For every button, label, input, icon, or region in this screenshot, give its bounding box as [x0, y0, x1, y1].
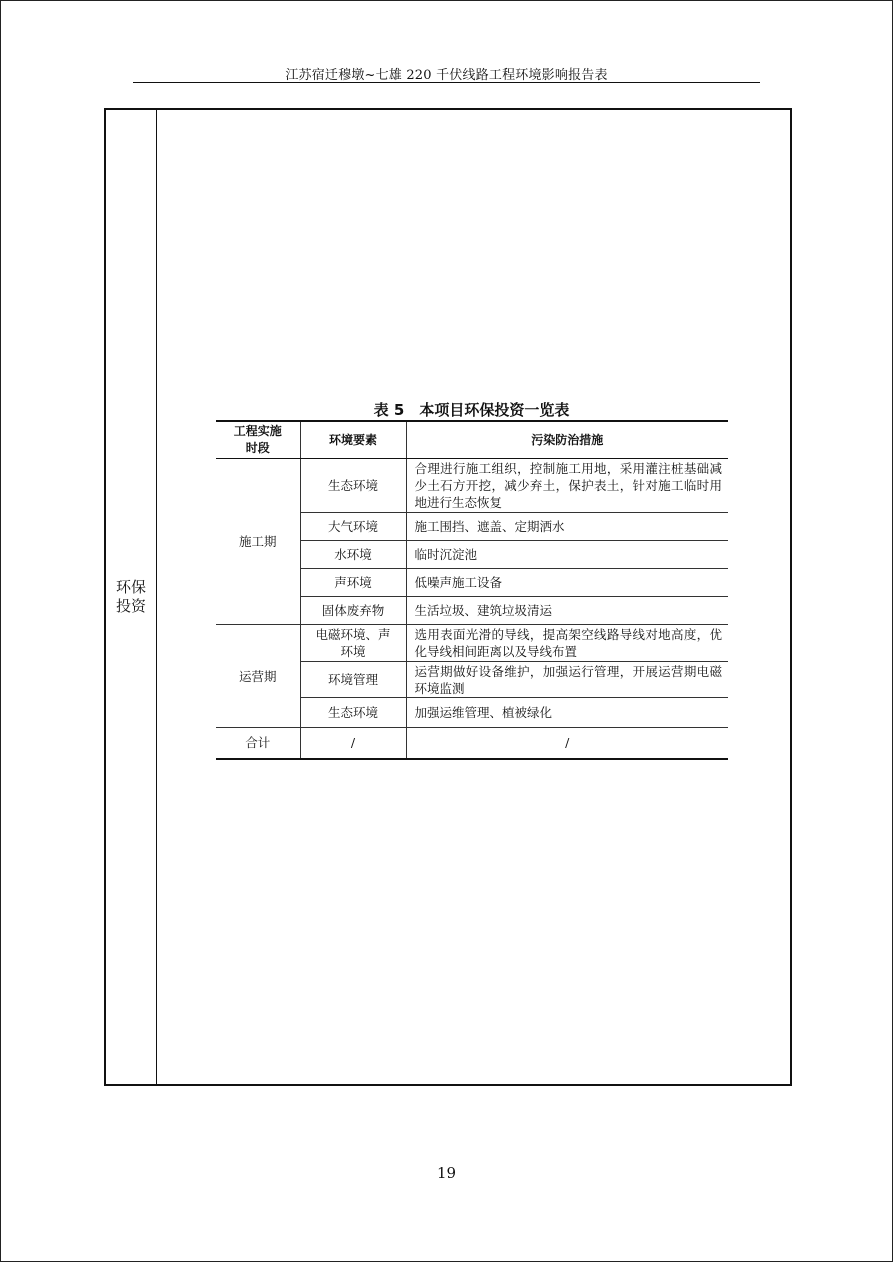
element-cell: 固体废弃物 — [300, 597, 406, 625]
investment-table — [216, 420, 728, 760]
table-row — [216, 625, 728, 662]
phase-operation: 运营期 — [216, 625, 300, 728]
section-label — [106, 578, 156, 616]
page-number: 19 — [436, 1164, 457, 1182]
header-measure: 污染防治措施 — [406, 421, 728, 459]
table-header-row — [216, 421, 728, 459]
table-total-row — [216, 728, 728, 759]
total-element: / — [300, 728, 406, 759]
section-label-column — [106, 110, 157, 1084]
element-cell: 电磁环境、声环境 — [300, 625, 406, 662]
measure-cell: 临时沉淀池 — [406, 541, 728, 569]
measure-cell: 低噪声施工设备 — [406, 569, 728, 597]
section-label-line-1: 环保 — [115, 578, 146, 596]
element-cell: 环境管理 — [300, 662, 406, 698]
total-label: 合计 — [216, 728, 300, 759]
element-cell: 声环境 — [300, 569, 406, 597]
measure-cell: 运营期做好设备维护，加强运行管理，开展运营期电磁环境监测 — [406, 662, 728, 698]
measure-cell: 生活垃圾、建筑垃圾清运 — [406, 597, 728, 625]
table-row — [216, 459, 728, 513]
header-rule — [133, 82, 760, 83]
table-caption: 表 5 本项目环保投资一览表 — [373, 401, 570, 419]
header-phase: 工程实施时段 — [216, 421, 300, 459]
total-measure: / — [406, 728, 728, 759]
phase-construction: 施工期 — [216, 459, 300, 625]
element-cell: 生态环境 — [300, 459, 406, 513]
header-element: 环境要素 — [300, 421, 406, 459]
measure-cell: 合理进行施工组织，控制施工用地，采用灌注桩基础减少土石方开挖，减少弃土，保护表土，针对施工临时用地进行生态恢复 — [406, 459, 728, 513]
report-header-title: 江苏宿迁穆墩~七雄 220 千伏线路工程环境影响报告表 — [285, 68, 608, 83]
measure-cell: 加强运维管理、植被绿化 — [406, 698, 728, 728]
element-cell: 生态环境 — [300, 698, 406, 728]
measure-cell: 施工围挡、遮盖、定期洒水 — [406, 513, 728, 541]
measure-cell: 选用表面光滑的导线，提高架空线路导线对地高度，优化导线相间距离以及导线布置 — [406, 625, 728, 662]
element-cell: 水环境 — [300, 541, 406, 569]
section-label-line-2: 投资 — [115, 597, 146, 615]
element-cell: 大气环境 — [300, 513, 406, 541]
